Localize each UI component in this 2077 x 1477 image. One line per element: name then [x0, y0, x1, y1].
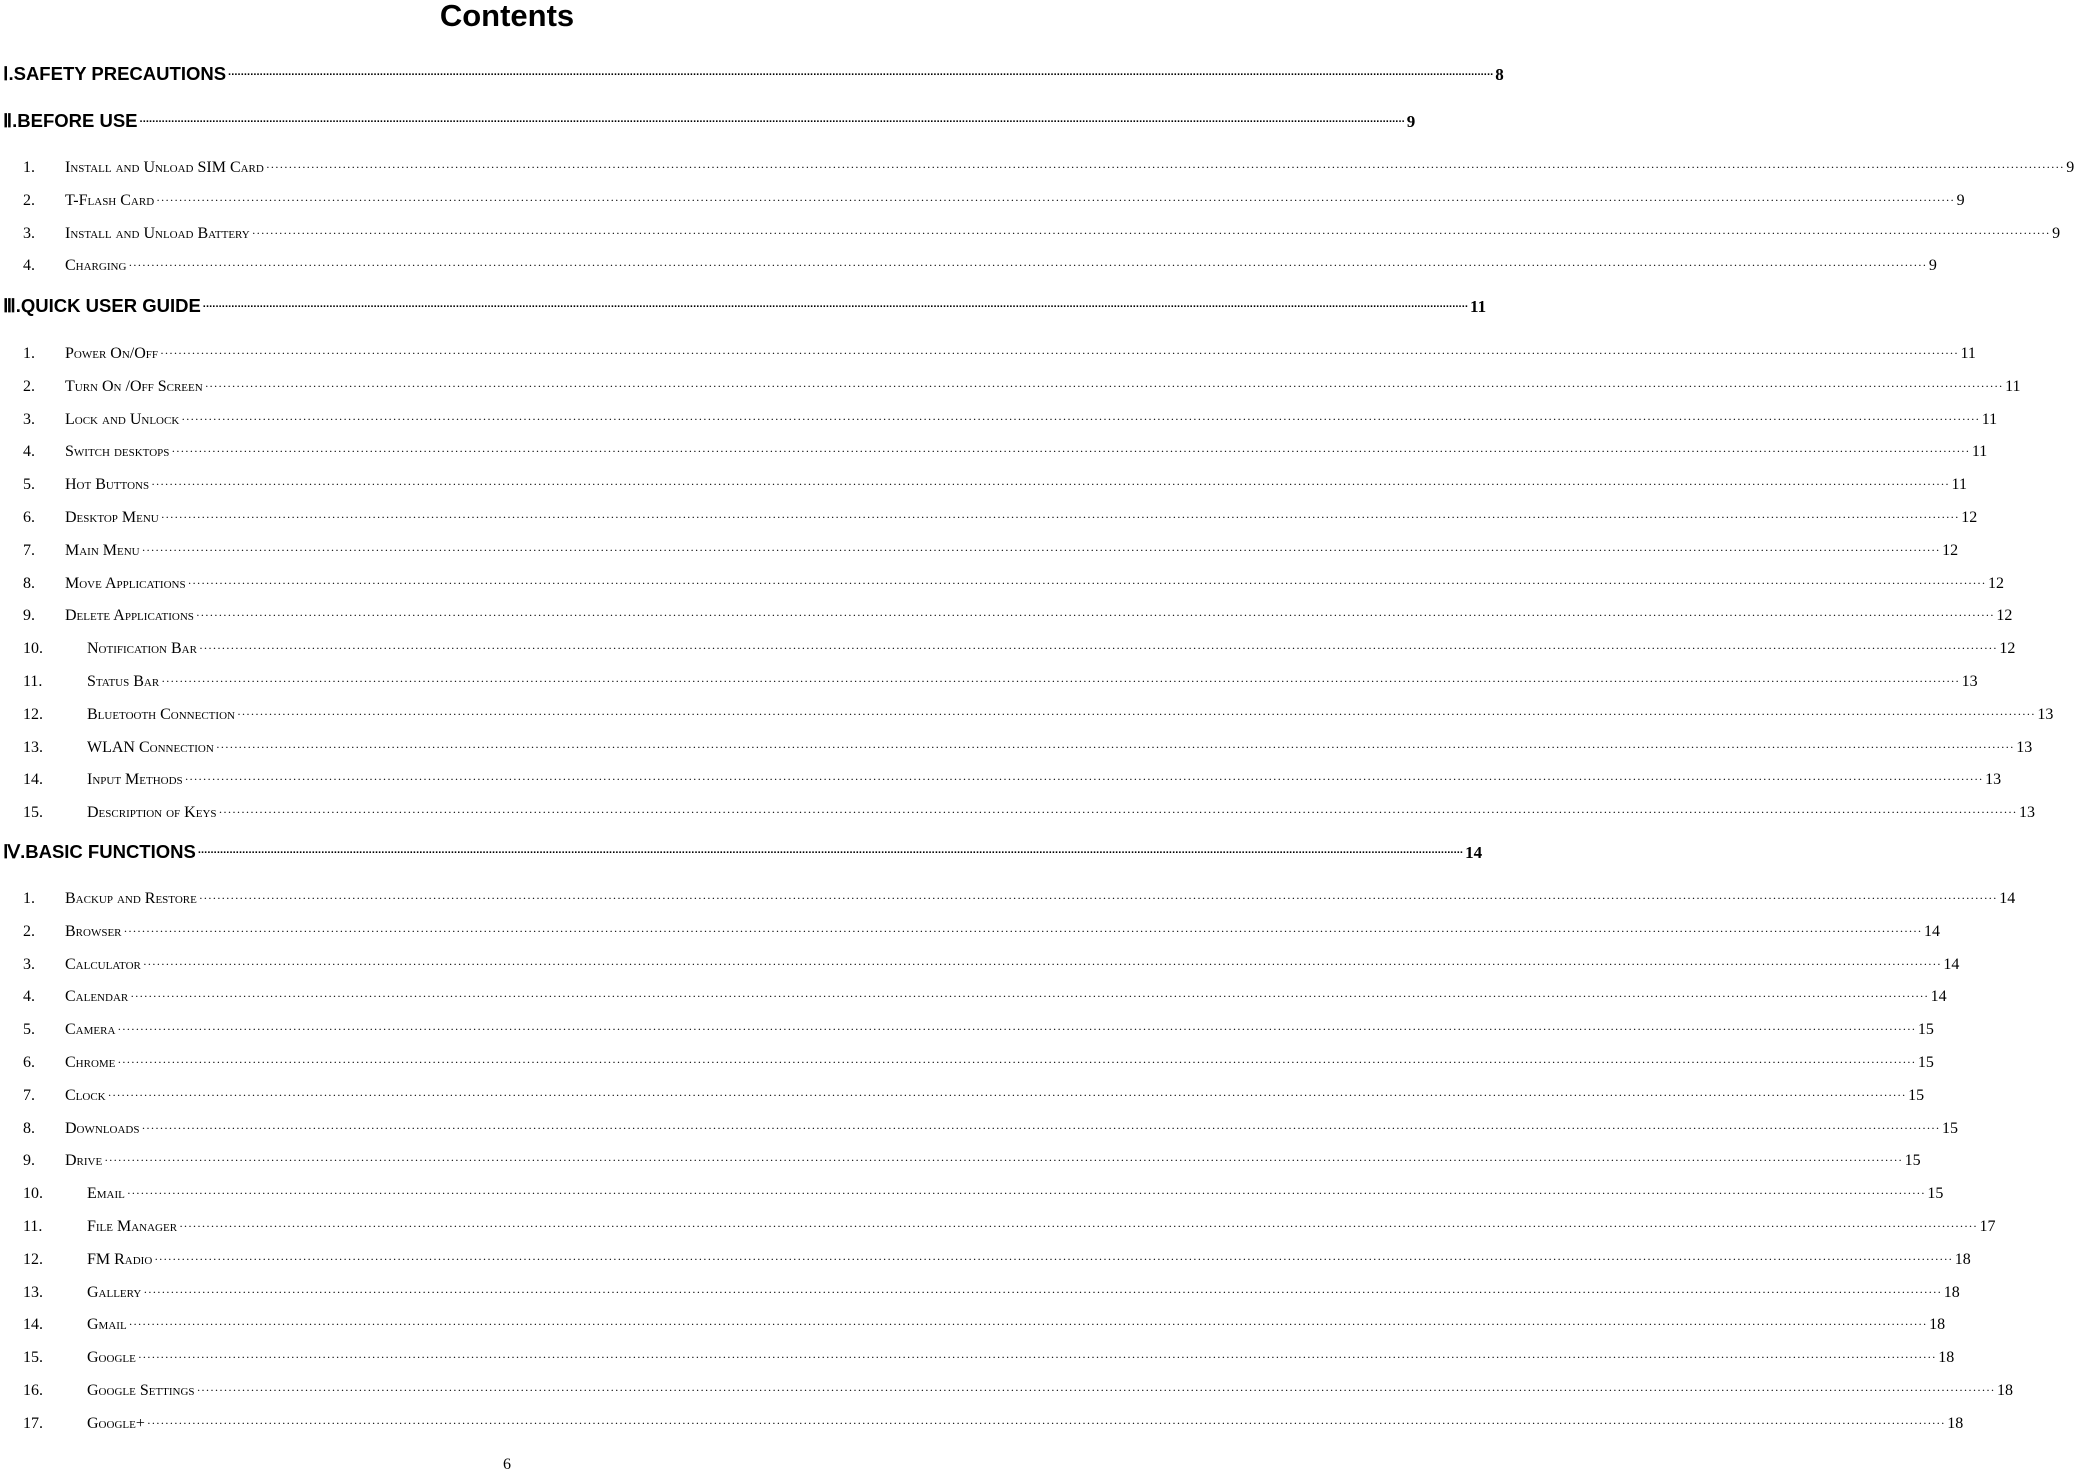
toc-item-entry[interactable] [0, 1310, 1946, 1334]
toc-item-entry[interactable] [0, 536, 1959, 560]
item-page-number: 15 [1917, 1021, 1934, 1039]
dot-leader: ················································································································································································································································································································································································································ [204, 378, 2004, 393]
toc-item-entry[interactable] [0, 884, 2016, 908]
item-title: File Manager [87, 1218, 178, 1235]
dot-leader: ················································································································································································································································································································································································································ [107, 1087, 1907, 1102]
toc-item-entry[interactable] [0, 1081, 1925, 1105]
dot-leader: ················································································································································································································································································································································································································ [128, 258, 1927, 273]
item-number: 4. [23, 443, 35, 461]
dot-leader: ················································································································································································································································································································································································································ [265, 160, 2065, 174]
item-page-number: 13 [2016, 738, 2033, 756]
section-number: Ⅰ. [3, 63, 14, 84]
item-number: 1. [23, 345, 35, 362]
item-page-number: 15 [1917, 1054, 1934, 1071]
item-number: 1. [23, 890, 35, 907]
item-number: 10. [23, 640, 43, 658]
section-title: QUICK USER GUIDE [20, 295, 201, 316]
item-number: 6. [23, 509, 35, 526]
item-page-number: 12 [1961, 509, 1978, 526]
dot-leader: ················································································································································································································································································································································································································ [156, 192, 1955, 207]
dot-leader: ················································································································································································································································································································································································································ [198, 641, 1998, 656]
dot-leader: ················································································································································································································································································································································································································ [117, 1022, 1916, 1037]
toc-item-entry[interactable] [0, 1376, 2013, 1400]
item-number: 15. [23, 804, 43, 822]
toc-item-entry[interactable] [0, 405, 1998, 429]
item-number: 5. [23, 476, 35, 494]
section-title: BEFORE USE [17, 110, 138, 131]
toc-item-entry[interactable] [0, 982, 1947, 1006]
item-page-number: 9 [1928, 257, 1937, 275]
item-number: 4. [23, 257, 35, 275]
item-title: Delete Applications [65, 607, 194, 625]
item-number: 7. [23, 1086, 35, 1104]
dot-leader: ················································································································································································································································································································································································································ [128, 1317, 1928, 1332]
item-number: 3. [23, 224, 35, 242]
item-title: Google+ [87, 1414, 145, 1432]
dot-leader: ················································································································································································································································································································································································································ [236, 706, 2036, 721]
dot-leader: ················································································································································································································································································································································································································ [137, 1350, 1937, 1365]
item-page-number: 17 [1979, 1218, 1996, 1235]
item-title: Desktop Menu [65, 509, 159, 526]
dot-leader: ················································································································································································································································································································································································································ [195, 608, 1995, 623]
item-page-number: 18 [1943, 1283, 1960, 1301]
item-page-number: 13 [1961, 673, 1978, 690]
item-page-number: 11 [1971, 443, 1988, 461]
section-title: SAFETY PRECAUTIONS [13, 63, 227, 84]
toc-item-entry[interactable] [0, 601, 2013, 625]
item-number: 2. [23, 377, 35, 395]
toc-item-entry[interactable] [0, 503, 1978, 527]
item-title: Lock and Unlock [65, 410, 180, 428]
toc-item-entry[interactable] [0, 186, 1965, 210]
toc-item-entry[interactable] [0, 733, 2033, 757]
item-title: Camera [65, 1021, 116, 1039]
toc-item-entry[interactable] [0, 569, 2005, 593]
dot-leader: ················································································································································································································································································································································································································ [202, 301, 1469, 313]
dot-leader: ················································································································································································································································································································································································································ [181, 411, 1980, 426]
item-number: 11. [23, 1218, 43, 1235]
toc-item-entry[interactable] [0, 372, 2021, 396]
item-title: Browser [65, 922, 122, 940]
toc-item-entry[interactable] [0, 1245, 1971, 1269]
item-title: Calendar [65, 988, 129, 1006]
dot-leader: ················································································································································································································································································································································································································ [184, 772, 1984, 787]
item-number: 15. [23, 1349, 43, 1367]
item-page-number: 18 [1938, 1349, 1955, 1367]
dot-leader: ················································································································································································································································································································································································································ [130, 989, 1929, 1004]
item-page-number: 11 [1951, 476, 1967, 494]
dot-leader: ················································································································································································································································································································································································································ [160, 510, 1960, 524]
item-number: 6. [23, 1054, 35, 1071]
item-title: FM Radio [87, 1250, 153, 1268]
item-title: Input Methods [87, 771, 183, 789]
item-number: 11. [23, 673, 43, 690]
dot-leader: ················································································································································································································································································································································································································ [141, 542, 1941, 557]
item-page-number: 14 [1923, 922, 1940, 940]
item-title: Drive [65, 1152, 103, 1170]
section-page-number: 11 [1470, 297, 1487, 316]
item-title: Calculator [65, 955, 141, 973]
item-page-number: 13 [1985, 771, 2002, 789]
item-number: 14. [23, 771, 43, 789]
dot-leader: ················································································································································································································································································································································································································ [228, 69, 1494, 81]
toc-item-entry[interactable] [0, 765, 2002, 789]
dot-leader: ················································································································································································································································································································································································································ [104, 1153, 1903, 1168]
section-page-number: 9 [1406, 112, 1416, 131]
toc-item-entry[interactable] [0, 1179, 1944, 1203]
item-title: Gmail [87, 1316, 127, 1334]
dot-leader: ················································································································································································································································································································································································································ [161, 674, 1960, 688]
toc-item-entry[interactable] [0, 251, 1937, 275]
item-page-number: 9 [2066, 159, 2075, 176]
item-number: 16. [23, 1382, 43, 1399]
item-title: Hot Buttons [65, 476, 150, 494]
item-page-number: 15 [1941, 1119, 1958, 1137]
item-title: Clock [65, 1086, 106, 1104]
item-number: 5. [23, 1021, 35, 1039]
item-number: 2. [23, 922, 35, 940]
item-page-number: 11 [2005, 377, 2021, 395]
item-page-number: 18 [1929, 1316, 1946, 1334]
toc-item-entry[interactable] [0, 153, 2075, 177]
dot-leader: ················································································································································································································································································································································································································ [151, 477, 1950, 492]
item-number: 3. [23, 410, 35, 428]
toc-item-entry[interactable] [0, 437, 1988, 461]
item-page-number: 12 [1999, 640, 2016, 658]
item-title: Install and Unload SIM Card [65, 159, 264, 176]
item-page-number: 14 [1930, 988, 1947, 1006]
item-page-number: 9 [1956, 191, 1965, 209]
toc-item-entry[interactable] [0, 950, 1960, 974]
item-title: Charging [65, 257, 127, 275]
dot-leader: ················································································································································································································································································································································································································ [126, 1186, 1926, 1201]
item-page-number: 12 [1996, 607, 2013, 625]
toc-item-entry[interactable] [0, 634, 2016, 658]
item-title: Email [87, 1185, 125, 1203]
item-number: 12. [23, 1250, 43, 1268]
item-title: Turn On /Off Screen [65, 377, 203, 395]
dot-leader: ················································································································································································································································································································································································································ [171, 444, 1970, 459]
item-page-number: 12 [1988, 574, 2005, 592]
item-title: Install and Unload Battery [65, 224, 250, 242]
item-title: Status Bar [87, 673, 160, 690]
item-page-number: 9 [2052, 224, 2061, 242]
item-title: Switch desktops [65, 443, 170, 461]
section-page-number: 14 [1465, 843, 1483, 862]
section-title: BASIC FUNCTIONS [25, 841, 196, 862]
item-title: Backup and Restore [65, 890, 197, 907]
item-title: Description of Keys [87, 804, 217, 822]
toc-item-entry[interactable] [0, 1146, 1921, 1170]
toc-item-entry[interactable] [0, 667, 1978, 691]
toc-item-entry[interactable] [0, 1015, 1934, 1039]
section-number: Ⅱ. [3, 110, 18, 131]
item-page-number: 15 [1927, 1185, 1944, 1203]
dot-leader: ················································································································································································································································································································································································································ [143, 1284, 1942, 1299]
toc-section-entry[interactable] [0, 839, 1483, 863]
section-number: Ⅲ. [3, 295, 21, 316]
page-title: Contents [439, 0, 575, 33]
item-title: Google [87, 1349, 136, 1367]
item-number: 12. [23, 705, 43, 723]
dot-leader: ················································································································································································································································································································································································································ [197, 847, 1464, 859]
toc-item-entry[interactable] [0, 1212, 1996, 1236]
item-title: T-Flash Card [65, 191, 155, 209]
item-page-number: 13 [2018, 804, 2035, 822]
item-title: Power On/Off [65, 345, 159, 362]
page-number: 6 [503, 1456, 511, 1473]
item-title: Downloads [65, 1119, 140, 1137]
toc-section-entry[interactable] [0, 293, 1487, 317]
item-number: 14. [23, 1316, 43, 1334]
toc-item-entry[interactable] [0, 798, 2035, 822]
item-title: Google Settings [87, 1382, 195, 1399]
item-page-number: 18 [1954, 1250, 1971, 1268]
dot-leader: ················································································································································································································································································································································································································ [179, 1219, 1978, 1233]
dot-leader: ················································································································································································································································································································································································································ [123, 923, 1922, 938]
item-number: 9. [23, 1152, 35, 1170]
toc-item-entry[interactable] [0, 700, 2054, 724]
item-page-number: 14 [1943, 955, 1960, 973]
item-page-number: 18 [1947, 1414, 1964, 1432]
item-title: Notification Bar [87, 640, 197, 658]
dot-leader: ················································································································································································································································································································································································································ [251, 225, 2051, 240]
item-title: Main Menu [65, 541, 140, 559]
dot-leader: ················································································································································································································································································································································································································ [146, 1415, 1946, 1430]
item-number: 1. [23, 159, 35, 176]
item-number: 2. [23, 191, 35, 209]
item-number: 4. [23, 988, 35, 1006]
dot-leader: ················································································································································································································································································································································································································ [154, 1251, 1953, 1266]
item-title: Gallery [87, 1283, 142, 1301]
toc-item-entry[interactable] [0, 1048, 1934, 1072]
item-title: Move Applications [65, 574, 186, 592]
toc-item-entry[interactable] [0, 470, 1967, 494]
dot-leader: ················································································································································································································································································································································································································ [117, 1055, 1916, 1069]
toc-item-entry[interactable] [0, 917, 1940, 941]
toc-section-entry[interactable] [0, 61, 1504, 85]
toc-item-entry[interactable] [0, 1114, 1958, 1138]
item-number: 8. [23, 574, 35, 592]
item-page-number: 15 [1908, 1086, 1925, 1104]
section-number: Ⅳ. [3, 841, 26, 862]
item-page-number: 14 [1999, 890, 2016, 907]
item-page-number: 13 [2037, 705, 2054, 723]
dot-leader: ················································································································································································································································································································································································································ [198, 891, 1998, 905]
toc-item-entry[interactable] [0, 1343, 1955, 1367]
dot-leader: ················································································································································································································································································································································································································ [142, 956, 1942, 971]
item-page-number: 11 [1981, 410, 1998, 428]
item-number: 9. [23, 607, 35, 625]
toc-item-entry[interactable] [0, 1409, 1964, 1433]
item-number: 7. [23, 541, 35, 559]
item-number: 13. [23, 738, 43, 756]
item-number: 8. [23, 1119, 35, 1137]
item-title: Chrome [65, 1054, 116, 1071]
dot-leader: ················································································································································································································································································································································································································ [196, 1383, 1995, 1397]
item-title: WLAN Connection [87, 738, 214, 756]
item-number: 17. [23, 1414, 43, 1432]
toc-item-entry[interactable] [0, 339, 1976, 363]
item-page-number: 15 [1904, 1152, 1921, 1170]
dot-leader: ················································································································································································································································································································································································································ [187, 575, 1987, 590]
toc-item-entry[interactable] [0, 219, 2061, 243]
item-page-number: 18 [1997, 1382, 2013, 1399]
dot-leader: ················································································································································································································································································································································································································ [160, 346, 1959, 360]
dot-leader: ················································································································································································································································································································································································································ [141, 1120, 1940, 1135]
item-number: 3. [23, 955, 35, 973]
dot-leader: ················································································································································································································································································································································································································ [139, 116, 1405, 128]
item-number: 10. [23, 1185, 43, 1203]
dot-leader: ················································································································································································································································································································································································································ [215, 739, 2015, 754]
toc-section-entry[interactable] [0, 108, 1416, 132]
item-title: Bluetooth Connection [87, 705, 235, 723]
toc-item-entry[interactable] [0, 1278, 1960, 1302]
item-page-number: 11 [1960, 345, 1976, 362]
dot-leader: ················································································································································································································································································································································································································ [218, 805, 2017, 820]
section-page-number: 8 [1495, 65, 1504, 84]
item-page-number: 12 [1942, 541, 1959, 559]
item-number: 13. [23, 1283, 43, 1301]
